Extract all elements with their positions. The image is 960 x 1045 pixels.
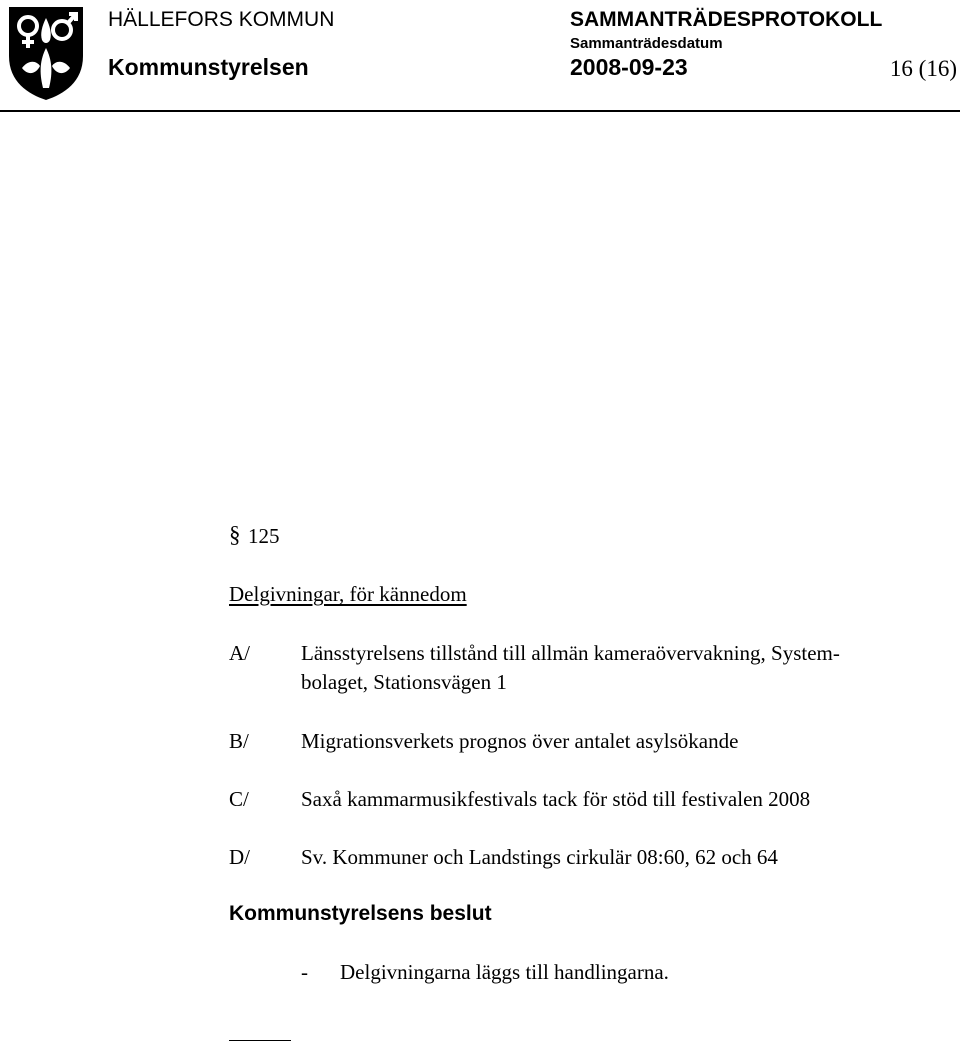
item-text: Länsstyrelsens tillstånd till allmän kameraövervakning, System- [301, 641, 840, 665]
decision-heading: Kommunstyrelsens beslut [229, 902, 492, 925]
item-text: Migrationsverkets prognos över antalet asylsökande [301, 729, 739, 753]
item-text: Saxå kammarmusikfestivals tack för stöd till festivalen 2008 [301, 787, 811, 811]
item-letter: A/ [229, 641, 250, 665]
meeting-date: 2008-09-23 [570, 54, 688, 80]
decision-text: Delgivningarna läggs till handlingarna. [340, 960, 669, 984]
item-letter: D/ [229, 845, 250, 869]
coat-of-arms-logo [6, 4, 86, 102]
paragraph-symbol: § [229, 522, 241, 547]
meeting-date-label: Sammanträdesdatum [570, 35, 723, 52]
item-text: Sv. Kommuner och Landstings cirkulär 08:60, 62 och 64 [301, 845, 778, 869]
signature-line [229, 1040, 291, 1041]
municipality-name: HÄLLEFORS KOMMUN [108, 8, 335, 31]
header-divider [0, 110, 960, 112]
section-heading: Delgivningar, för kännedom [229, 582, 467, 606]
department-name: Kommunstyrelsen [108, 54, 309, 80]
page-number: 16 (16) [889, 56, 957, 81]
item-text: bolaget, Stationsvägen 1 [301, 670, 507, 694]
paragraph-number: 125 [248, 524, 280, 548]
item-letter: B/ [229, 729, 249, 753]
decision-bullet: - [301, 960, 308, 984]
document-type: SAMMANTRÄDESPROTOKOLL [570, 8, 883, 31]
item-letter: C/ [229, 787, 249, 811]
